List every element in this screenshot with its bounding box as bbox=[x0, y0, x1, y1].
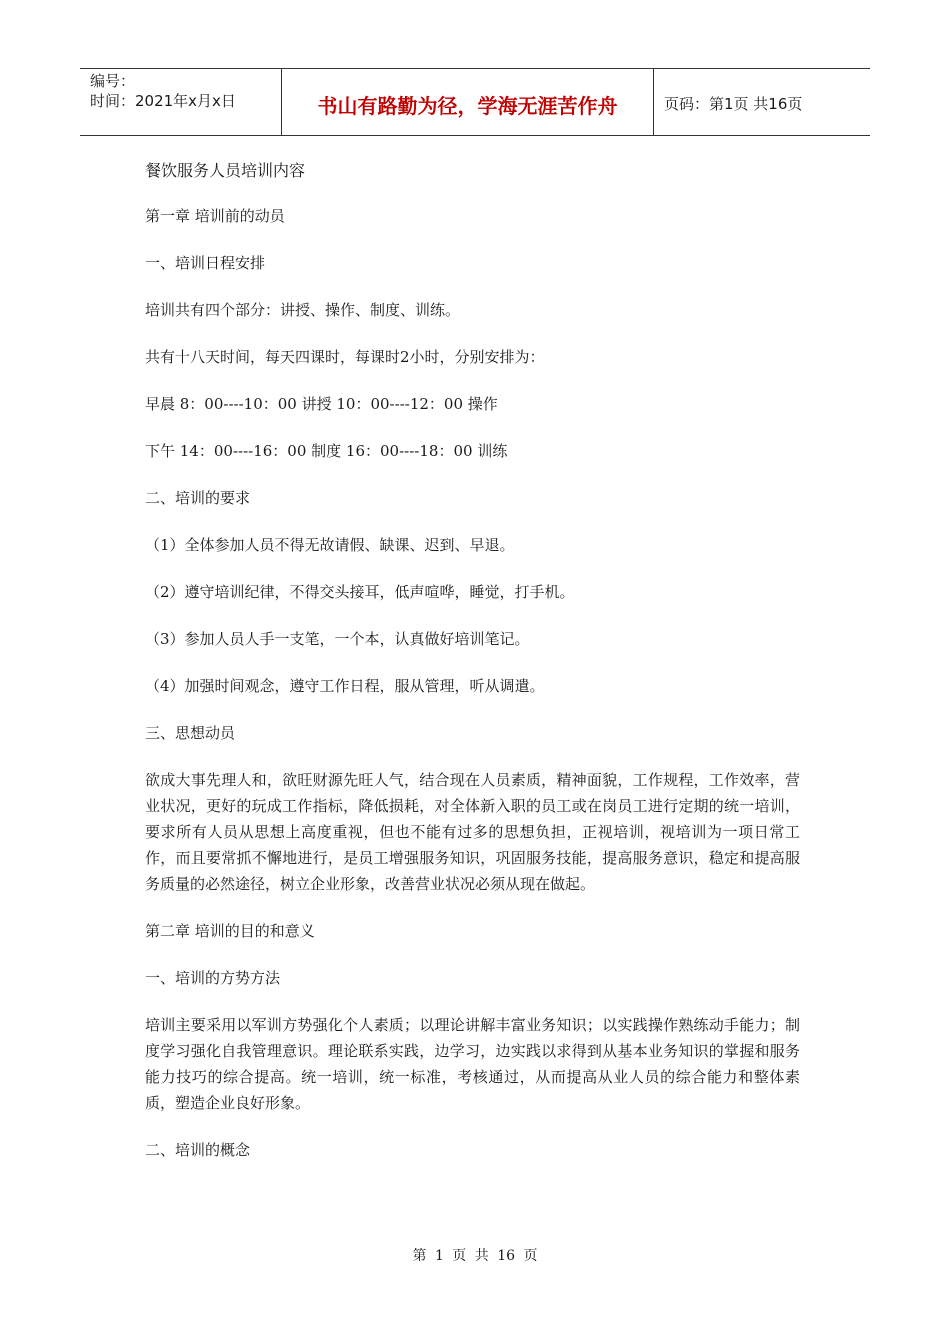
requirement-item: （2）遵守培训纪律，不得交头接耳，低声喧哗，睡觉，打手机。 bbox=[145, 583, 575, 601]
chapter-heading: 第二章 培训的目的和意义 bbox=[145, 922, 315, 940]
section-heading: 二、培训的概念 bbox=[145, 1141, 251, 1159]
schedule-line-morning: 早晨 8：00----10：00 讲授 10：00----12：00 操作 bbox=[145, 395, 498, 413]
header-page-info: 页码：第1页 共16页 bbox=[664, 94, 803, 113]
requirement-item: （3）参加人员人手一支笔，一个本，认真做好培训笔记。 bbox=[145, 630, 530, 648]
section-heading: 一、培训的方势方法 bbox=[145, 969, 281, 987]
document-title: 餐饮服务人员培训内容 bbox=[145, 161, 306, 180]
header-motto: 书山有路勤为径，学海无涯苦作舟 bbox=[282, 69, 654, 135]
section-heading: 一、培训日程安排 bbox=[145, 254, 266, 272]
document-date: 时间：2021年x月x日 bbox=[90, 92, 236, 110]
chapter-heading: 第一章 培训前的动员 bbox=[145, 207, 285, 225]
requirement-item: （1）全体参加人员不得无故请假、缺课、迟到、早退。 bbox=[145, 536, 515, 554]
schedule-line-afternoon: 下午 14：00----16：00 制度 16：00----18：00 训练 bbox=[145, 442, 508, 460]
page-header bbox=[80, 68, 870, 136]
document-number-label: 编号： bbox=[90, 72, 136, 90]
body-line: 共有十八天时间，每天四课时，每课时2小时，分别安排为： bbox=[145, 348, 545, 366]
body-paragraph: 培训主要采用以军训方势强化个人素质；以理论讲解丰富业务知识；以实践操作熟练动手能力；制度学习强化自我管理意识。理论联系实践，边学习，边实践以求得到从基本业务知识的掌握和服务能力技巧的综合提高。统一培训，统一标准，考核通过，从而提高从业人员的综合能力和整体素质，塑造企业良好形象。 bbox=[145, 1016, 800, 1112]
document-body bbox=[145, 158, 800, 1184]
body-line: 培训共有四个部分：讲授、操作、制度、训练。 bbox=[145, 301, 461, 319]
section-heading: 二、培训的要求 bbox=[145, 489, 251, 507]
requirement-item: （4）加强时间观念，遵守工作日程，服从管理，听从调遣。 bbox=[145, 677, 545, 695]
section-heading: 三、思想动员 bbox=[145, 724, 236, 742]
header-meta bbox=[80, 69, 282, 135]
page-footer: 第 1 页 共 16 页 bbox=[412, 1248, 538, 1264]
body-paragraph: 欲成大事先理人和，欲旺财源先旺人气，结合现在人员素质，精神面貌，工作规程，工作效率，营业状况，更好的玩成工作指标，降低损耗，对全体新入职的员工或在岗员工进行定期的统一培训，要求所有人员从思想上高度重视，但也不能有过多的思想负担，正视培训，视培训为一项日常工作，而且要常抓不懈地进行，是员工增强服务知识，巩固服务技能，提高服务意识，稳定和提高服务质量的必然途径，树立企业形象，改善营业状况必须从现在做起。 bbox=[145, 771, 800, 893]
